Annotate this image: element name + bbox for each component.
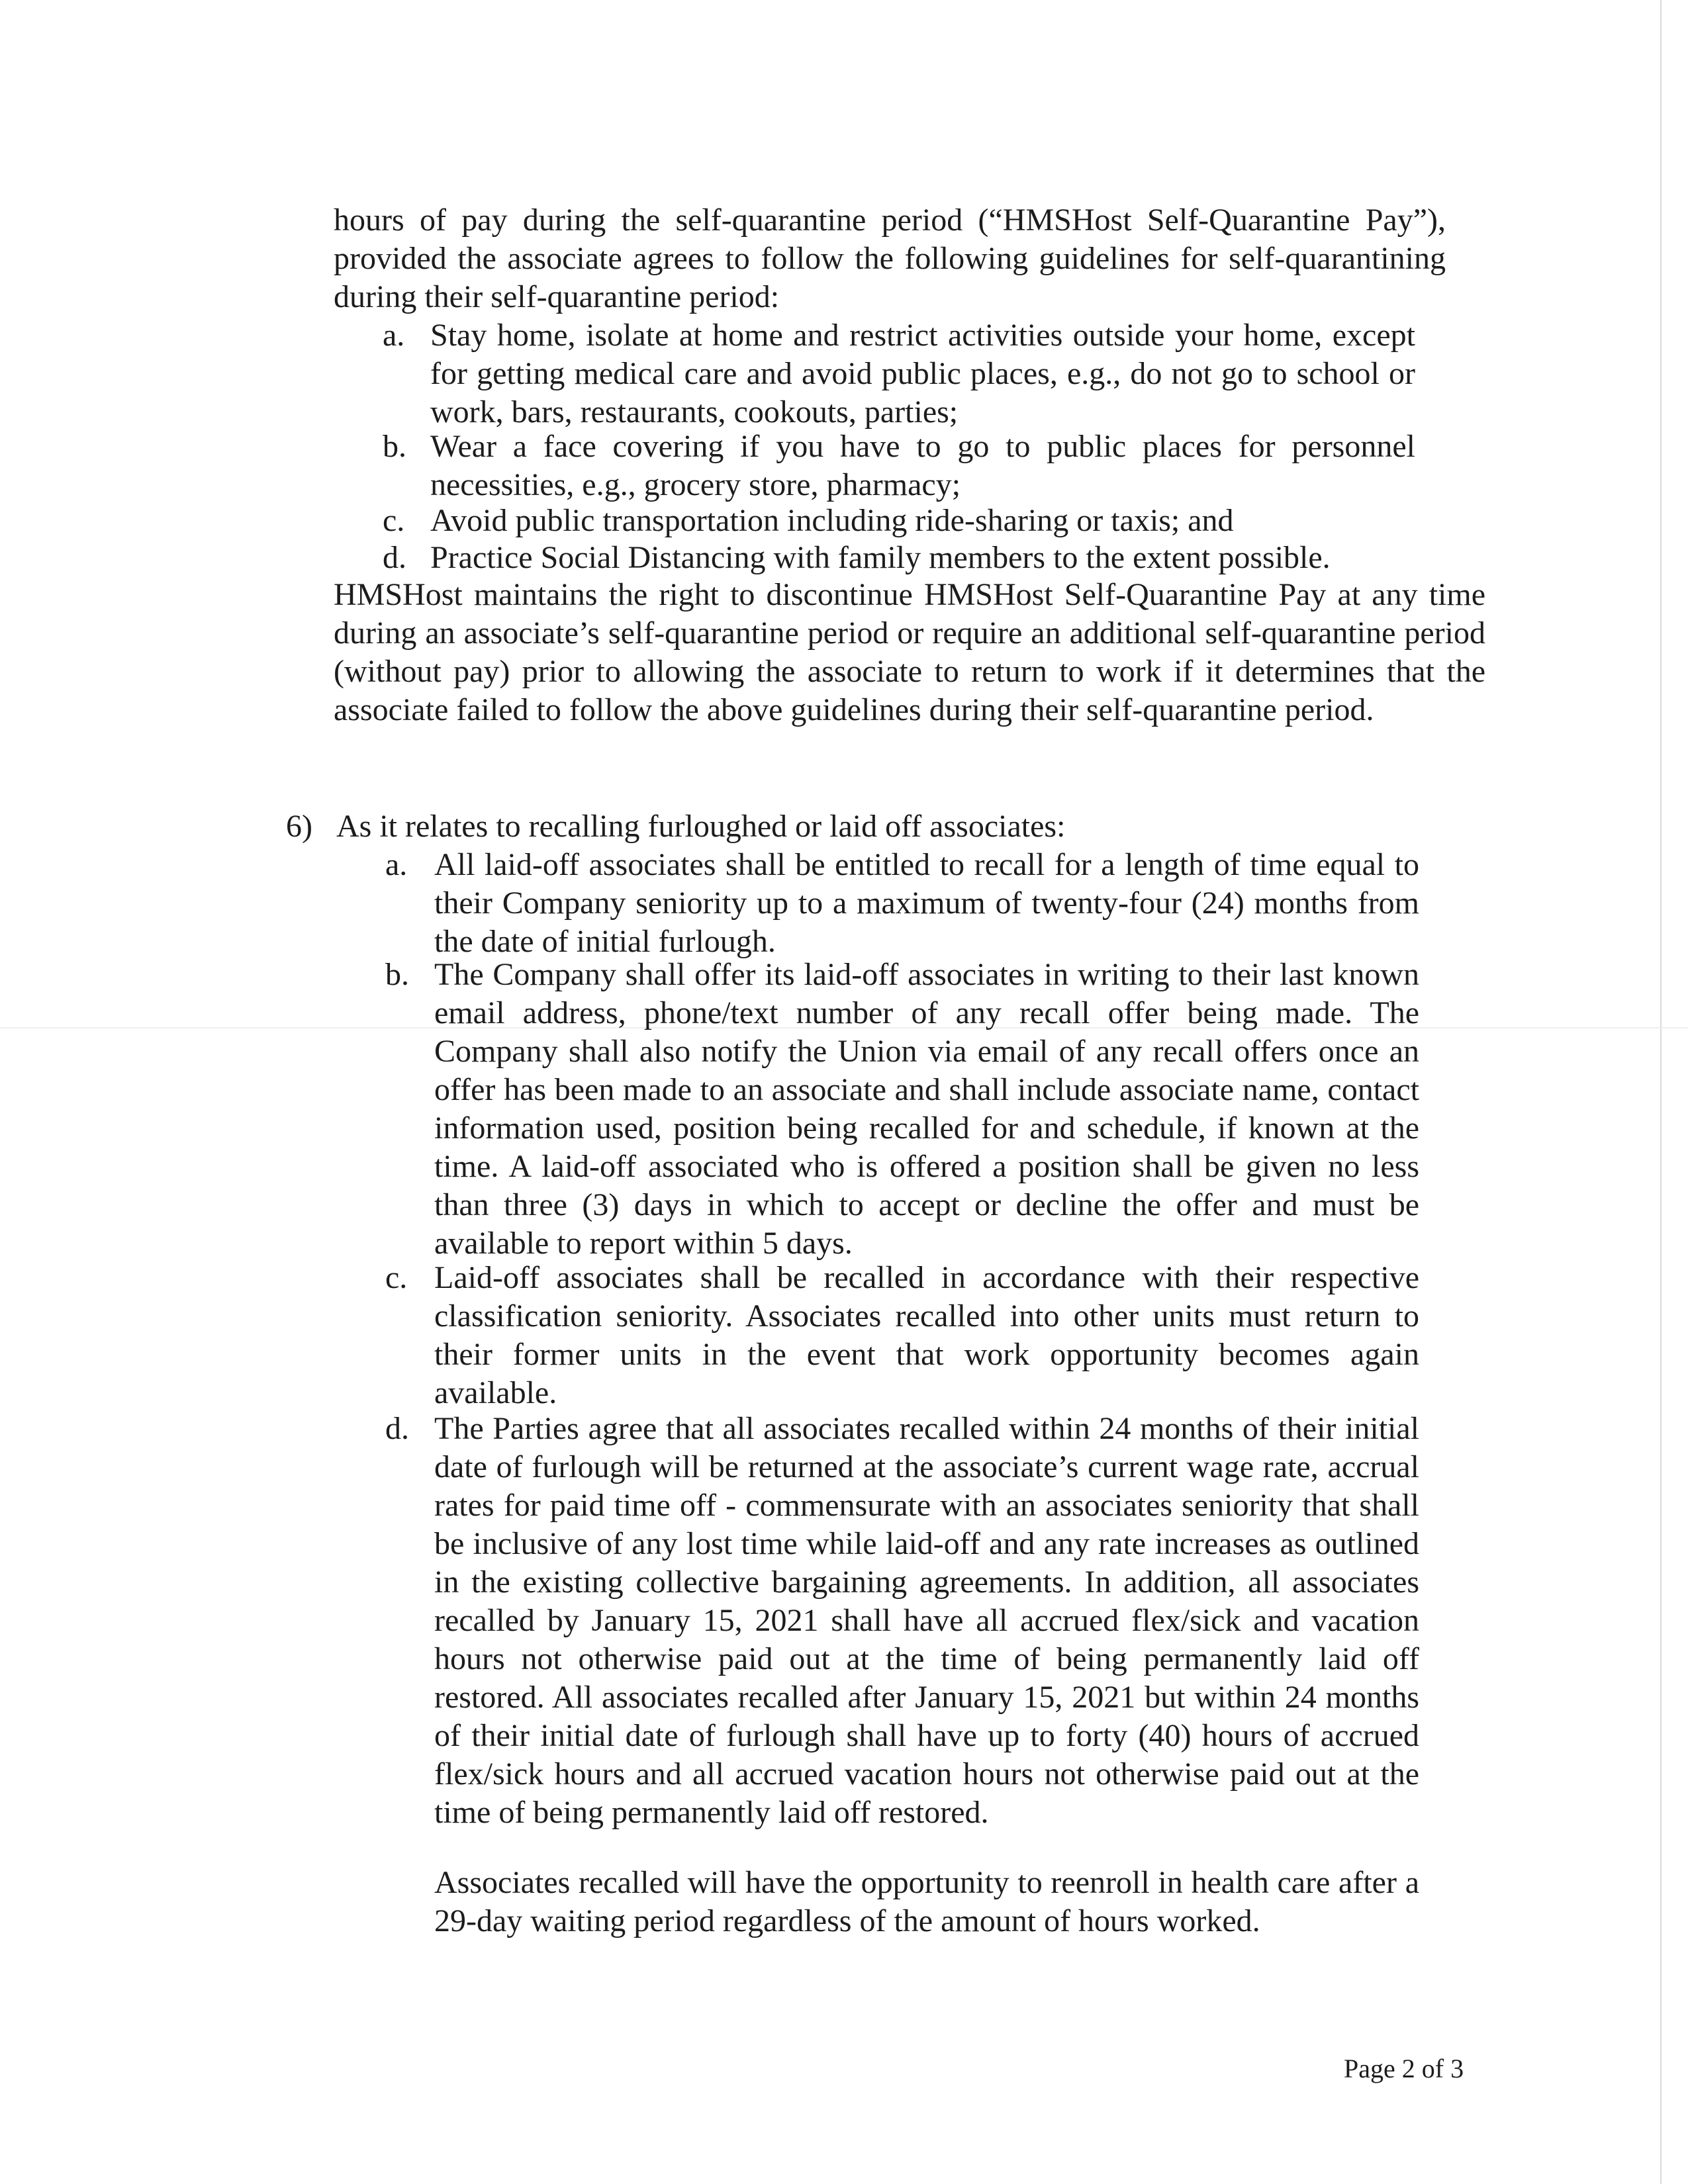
guideline-c-text: Avoid public transportation including ride-sharing or taxis; and bbox=[430, 503, 1234, 538]
page-edge-line bbox=[1660, 0, 1662, 2184]
recall-a-marker: a. bbox=[385, 847, 408, 882]
closing-paragraph: HMSHost maintains the right to discontinue HMSHost Self-Quarantine Pay at any time during an associate’s self-quarantine period or require an additional self-quarantine period (without pay) prior to allowing the associate to return to work if it determines that the associate failed to follow the above guidelines during their self-quarantine period. bbox=[334, 577, 1485, 727]
intro-paragraph: hours of pay during the self-quarantine period (“HMSHost Self-Quarantine Pay”), provided the associate agrees to follow the following guidelines for self-quarantining during their self-quarantine period: bbox=[334, 203, 1446, 314]
recall-c-text: Laid-off associates shall be recalled in accordance with their respective classification seniority. Associates recalled into other units must return to their former units in the event that work opportunity becomes again available. bbox=[434, 1260, 1419, 1410]
health-care-paragraph: Associates recalled will have the opportunity to reenroll in health care after a 29-day waiting period regardless of the amount of hours worked. bbox=[434, 1865, 1419, 1938]
guideline-c-marker: c. bbox=[383, 503, 405, 538]
recall-b-text: The Company shall offer its laid-off associates in writing to their last known email address, phone/text number of any recall offer being made. The Company shall also notify the Union via email of any recall offers once an offer has been made to an associate and shall include associate name, contact information used, position being recalled for and schedule, if known at the time. A laid-off associated who is offered a position shall be given no less than three (3) days in which to accept or decline the offer and must be available to report within 5 days. bbox=[434, 957, 1419, 1261]
recall-a-text: All laid-off associates shall be entitled to recall for a length of time equal to their Company seniority up to a maximum of twenty-four (24) months from the date of initial furlough. bbox=[434, 847, 1419, 959]
guideline-b-text: Wear a face covering if you have to go to public places for personnel necessities, e.g., grocery store, pharmacy; bbox=[430, 429, 1415, 502]
recall-d-marker: d. bbox=[385, 1411, 409, 1446]
recall-b-marker: b. bbox=[385, 957, 409, 992]
recall-d-text: The Parties agree that all associates recalled within 24 months of their initial date of furlough will be returned at the associate’s current wage rate, accrual rates for paid time off - commensurate with an associates seniority that shall be inclusive of any lost time while laid-off and any rate increases as outlined in the existing collective bargaining agreements. In addition, all associates recalled by January 15, 2021 shall have all accrued flex/sick and vacation hours not otherwise paid out at the time of being permanently laid off restored. All associates recalled after January 15, 2021 but within 24 months of their initial date of furlough shall have up to forty (40) hours of accrued flex/sick hours and all accrued vacation hours not otherwise paid out at the time of being permanently laid off restored. bbox=[434, 1411, 1419, 1830]
page-number: Page 2 of 3 bbox=[1344, 2054, 1464, 2083]
guideline-d-text: Practice Social Distancing with family members to the extent possible. bbox=[430, 540, 1331, 575]
guideline-a-marker: a. bbox=[383, 318, 405, 353]
section-6-heading: As it relates to recalling furloughed or laid off associates: bbox=[336, 809, 1066, 844]
guideline-d-marker: d. bbox=[383, 540, 406, 575]
guideline-b-marker: b. bbox=[383, 429, 406, 464]
section-6-number: 6) bbox=[286, 809, 312, 844]
guideline-a-text: Stay home, isolate at home and restrict activities outside your home, except for getting medical care and avoid public places, e.g., do not go to school or work, bars, restaurants, cookouts, parties; bbox=[430, 318, 1415, 430]
recall-c-marker: c. bbox=[385, 1260, 408, 1295]
